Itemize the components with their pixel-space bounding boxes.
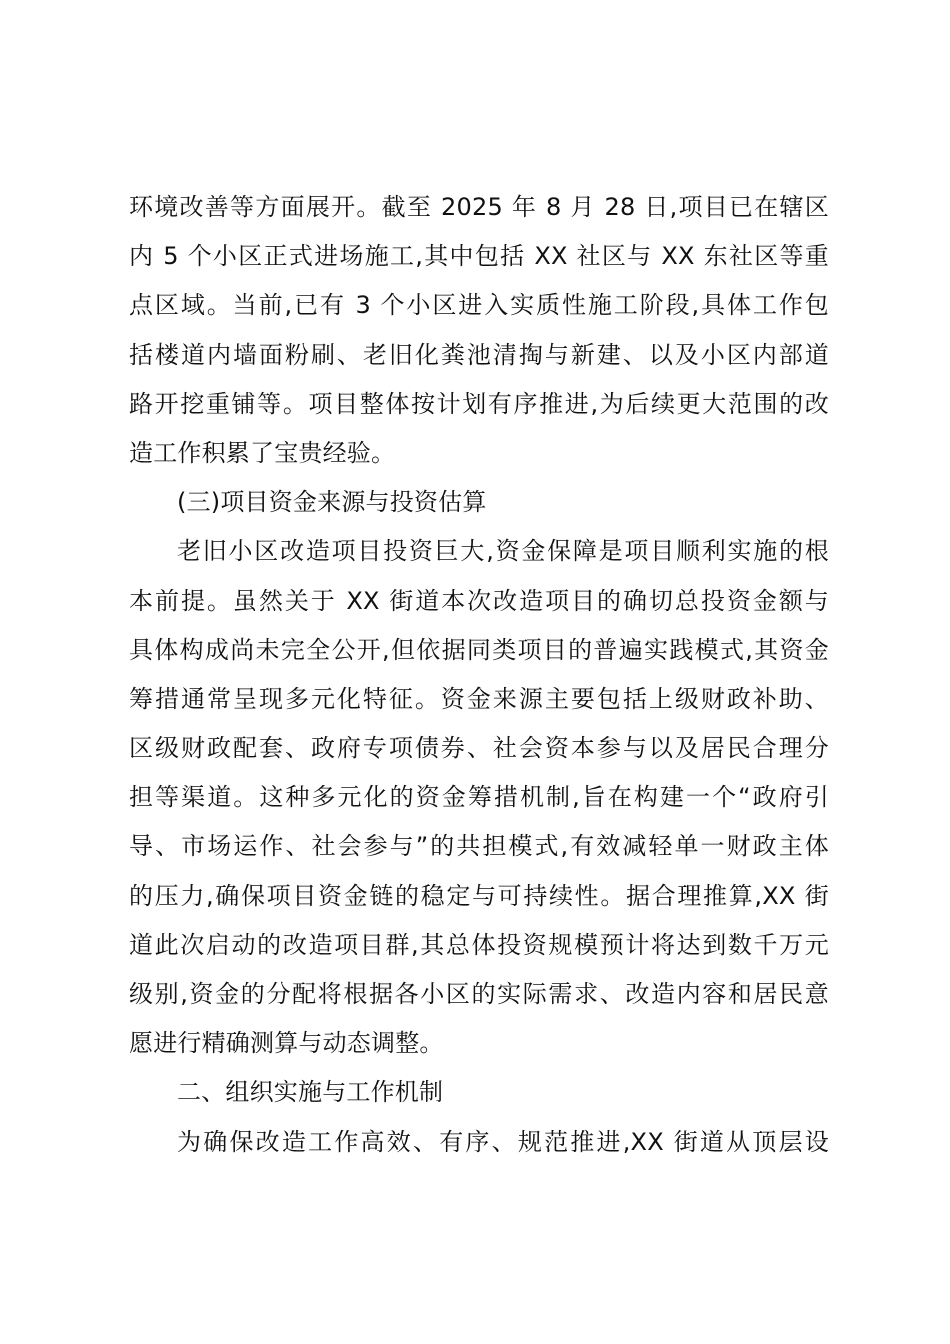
paragraph-organization [129, 1118, 829, 1167]
paragraph-funding [129, 527, 829, 1068]
text-line: 导、市场运作、社会参与”的共担模式,有效减轻单一财政主体 [129, 832, 829, 861]
text-line: 环境改善等方面展开。截至 2025 年 8 月 28 日,项目已在辖区 [129, 193, 829, 221]
text-line: 内 5 个小区正式进场施工,其中包括 XX 社区与 XX 东社区等重 [129, 242, 829, 271]
section-heading-organization [129, 1068, 829, 1117]
text-line: 级别,资金的分配将根据各小区的实际需求、改造内容和居民意 [129, 980, 829, 1008]
text-line: 点区域。当前,已有 3 个小区进入实质性施工阶段,具体工作包 [129, 291, 829, 320]
text-line: 的压力,确保项目资金链的稳定与可持续性。据合理推算,XX 街 [129, 881, 829, 910]
text-line: 为确保改造工作高效、有序、规范推进,XX 街道从顶层设 [177, 1127, 829, 1156]
section-heading-funding [129, 478, 829, 527]
text-line: 筹措通常呈现多元化特征。资金来源主要包括上级财政补助、 [129, 684, 829, 713]
text-line: 担等渠道。这种多元化的资金筹措机制,旨在构建一个“政府引 [129, 783, 829, 812]
text-line: 路开挖重铺等。项目整体按计划有序推进,为后续更大范围的改 [129, 389, 829, 418]
text-line: 愿进行精确测算与动态调整。 [129, 1029, 444, 1058]
text-line: 具体构成尚未完全公开,但依据同类项目的普遍实践模式,其资金 [129, 635, 829, 664]
text-line: 道此次启动的改造项目群,其总体投资规模预计将达到数千万元 [129, 930, 829, 959]
text-line: 括楼道内墙面粉刷、老旧化粪池清掏与新建、以及小区内部道 [129, 340, 829, 369]
document-body [129, 183, 829, 1167]
heading-line: (三)项目资金来源与投资估算 [177, 488, 487, 517]
text-line: 造工作积累了宝贵经验。 [129, 438, 396, 467]
text-line: 区级财政配套、政府专项债券、社会资本参与以及居民合理分 [129, 734, 829, 763]
heading-line: 二、组织实施与工作机制 [177, 1078, 444, 1107]
text-line: 老旧小区改造项目投资巨大,资金保障是项目顺利实施的根 [177, 537, 829, 566]
text-line: 本前提。虽然关于 XX 街道本次改造项目的确切总投资金额与 [129, 586, 829, 615]
paragraph-project-progress [129, 183, 829, 478]
